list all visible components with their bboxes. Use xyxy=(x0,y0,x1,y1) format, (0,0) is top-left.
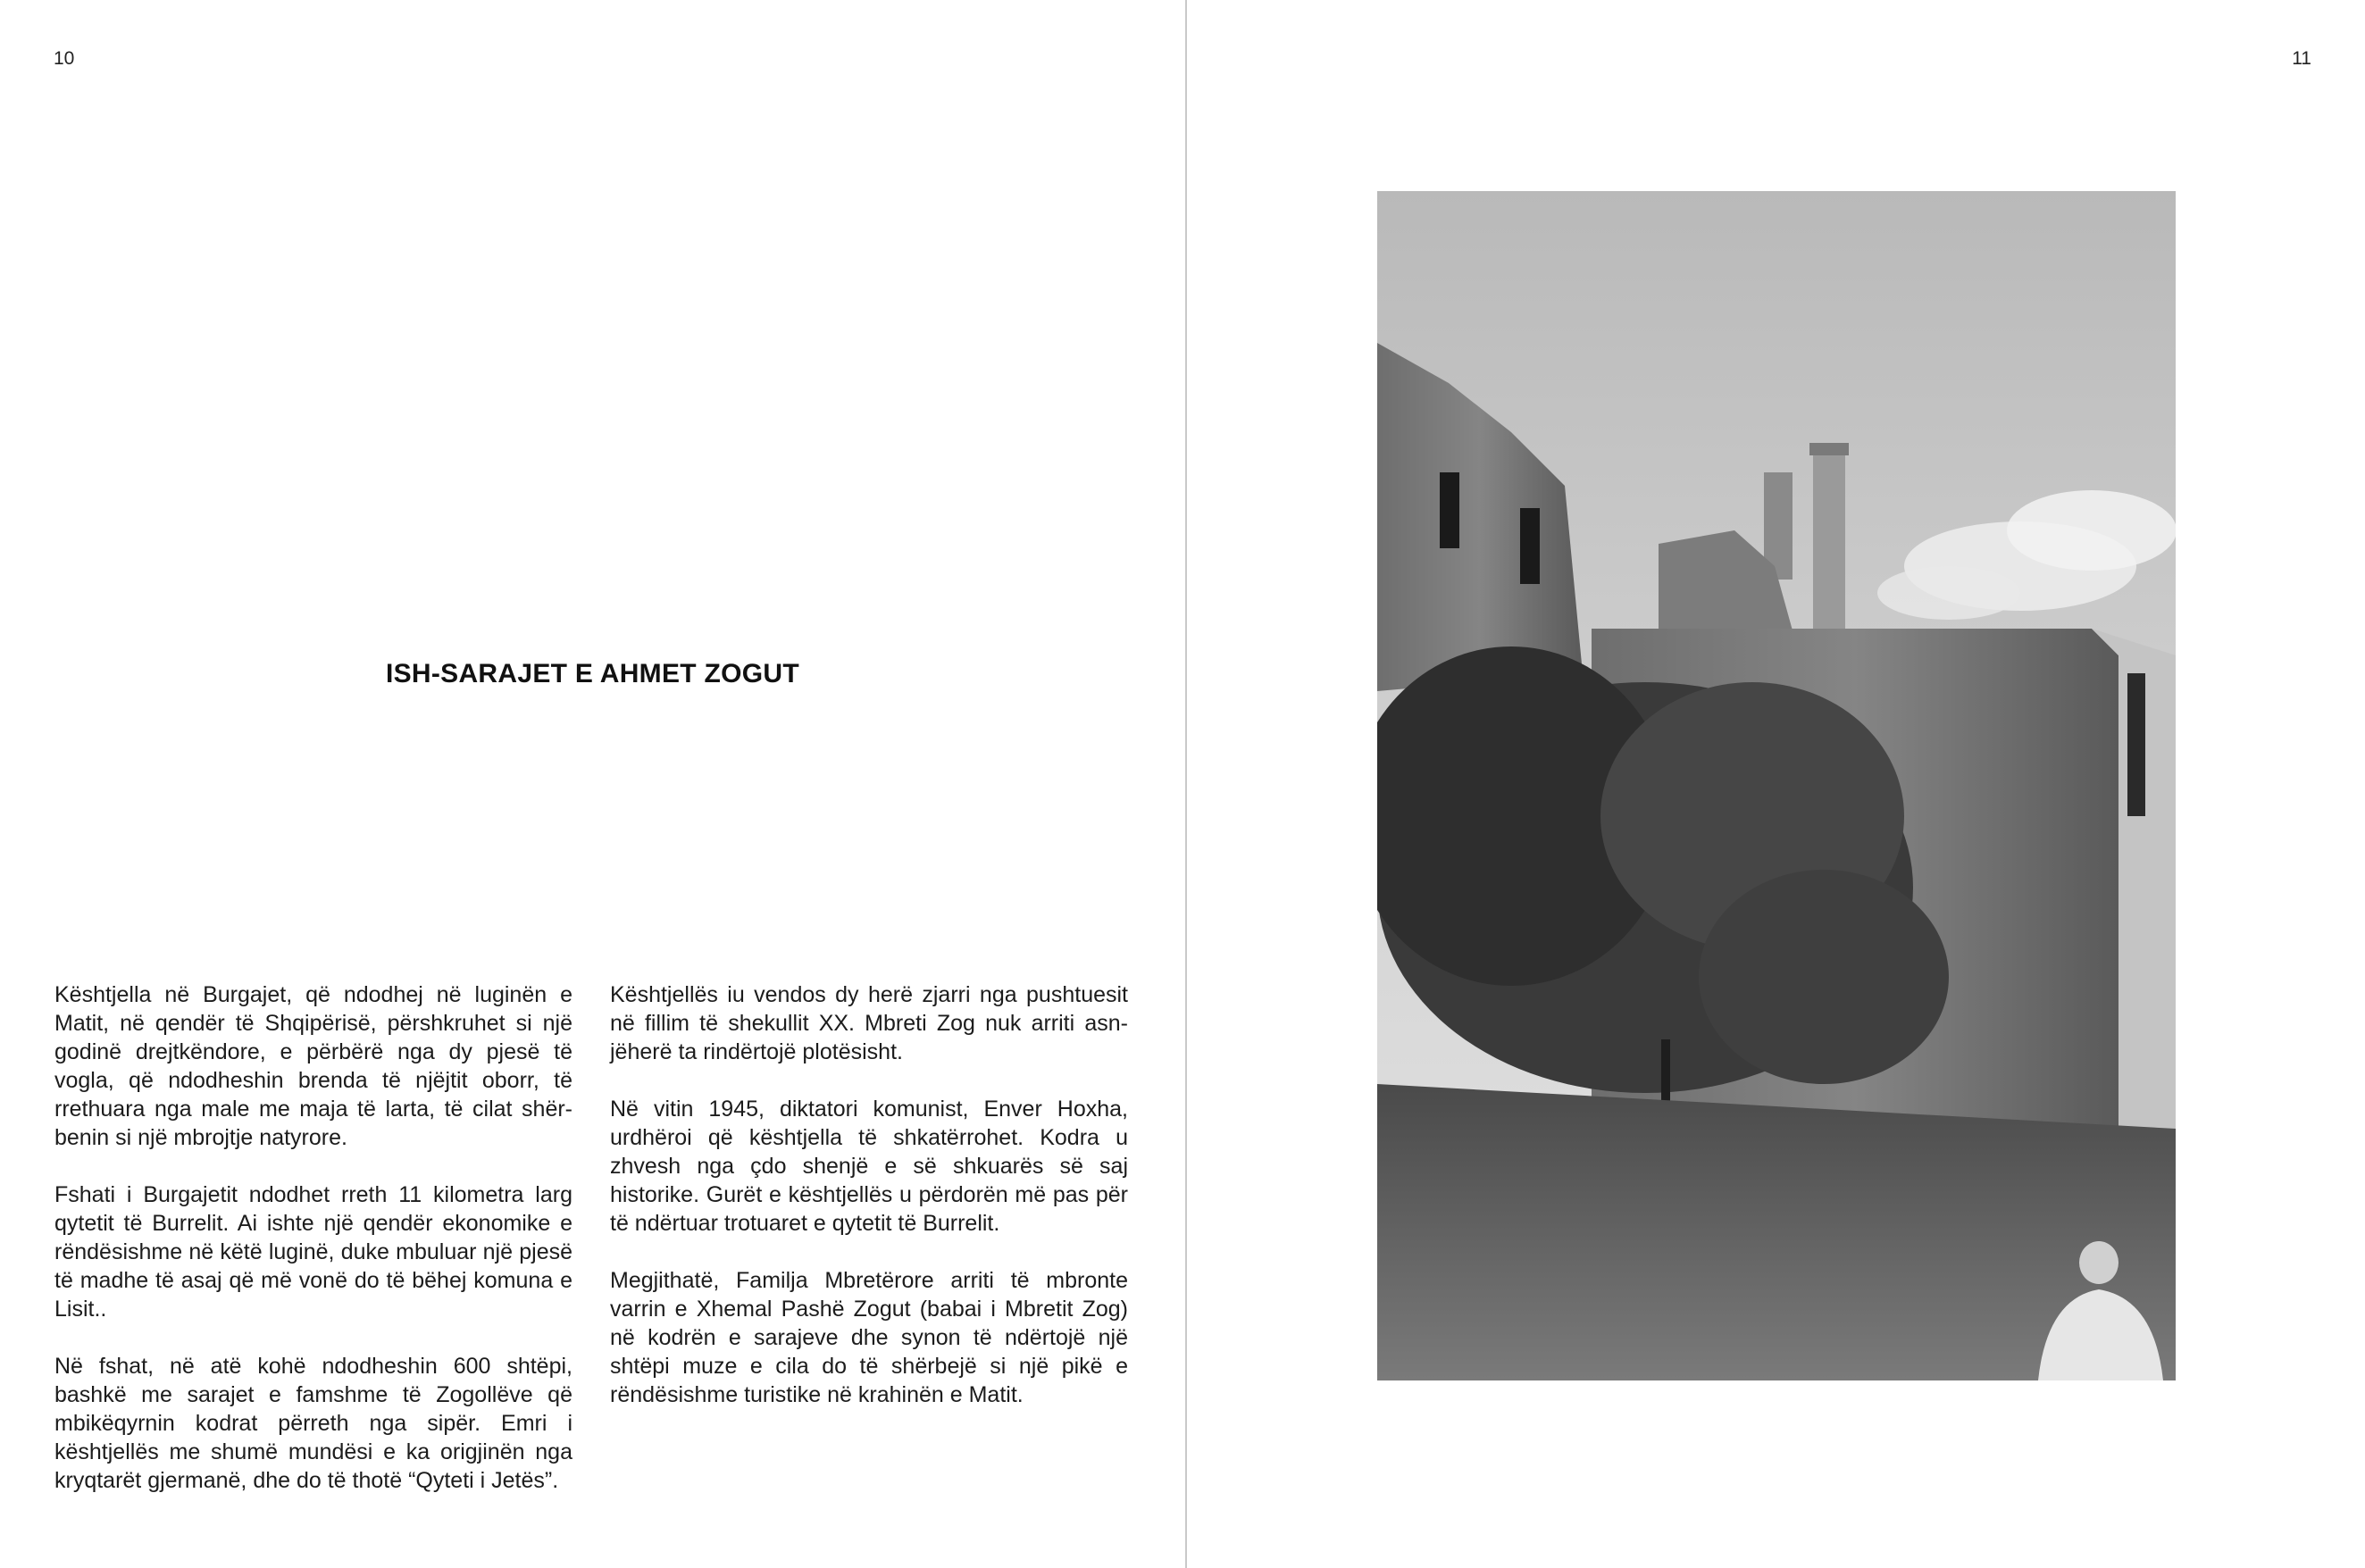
page-number-left: 10 xyxy=(54,48,75,69)
paragraph: Në fshat, në atë kohë ndodheshin 600 shtëpi, bashkë me sarajet e famshme të Zogollëve që mbikëqyrnin kodrat përreth nga sipër. Emri i kështjellës me shumë mundësi e ka origjinën nga kryqtarët gjermanë, dhe do të thotë “Qyteti i Jetës”. xyxy=(54,1354,572,1493)
paragraph: Kështjella në Burgajet, që ndodhej në luginën e Matit, në qendër të Shqipërisë, përshkruhet si një godinë drejtkëndore, e përbërë nga dy pjesë të vogla, që ndodheshin brenda të njëjtit oborr, të rrethuara nga male me maja të larta, të cilat shër-benin si një mbrojtje natyrore. xyxy=(54,982,572,1150)
photo-illustration xyxy=(1377,191,2176,1380)
article-title: ISH-SARAJET E AHMET ZOGUT xyxy=(385,659,800,688)
paragraph: Fshati i Burgajetit ndodhet rreth 11 kilometra larg qytetit të Burrelit. Ai ishte një qendër ekonomike e rëndësishme në këtë luginë, duke mbuluar një pjesë të madhe të asaj që më vonë do të bëhej komuna e Lisit.. xyxy=(54,1182,572,1322)
paragraph: Kështjellës iu vendos dy herë zjarri nga pushtuesit në fillim të shekullit XX. Mbreti Zog nuk arriti asn-jëherë ta rindërtojë plotësisht. xyxy=(610,982,1128,1064)
text-column-1 xyxy=(54,980,572,1523)
castle-ruins-photo xyxy=(1377,191,2176,1380)
page-number-right: 11 xyxy=(2292,48,2311,69)
text-column-2 xyxy=(610,980,1128,1438)
paragraph: Në vitin 1945, diktatori komunist, Enver Hoxha, urdhëroi që kështjella të shkatërrohet. Kodra u zhvesh nga çdo shenjë e së shkuarës së saj historike. Gurët e kështjellës u përdorën më pas për të ndërtuar trotuaret e qytetit të Burrelit. xyxy=(610,1097,1128,1236)
paragraph: Megjithatë, Familja Mbretërore arriti të mbronte varrin e Xhemal Pashë Zogut (babai i Mbretit Zog) në kodrën e sarajeve dhe synon të ndërtojë një shtëpi muze e cila do të shërbejë si një pikë e rëndësishme turistike në krahinën e Matit. xyxy=(610,1268,1128,1407)
